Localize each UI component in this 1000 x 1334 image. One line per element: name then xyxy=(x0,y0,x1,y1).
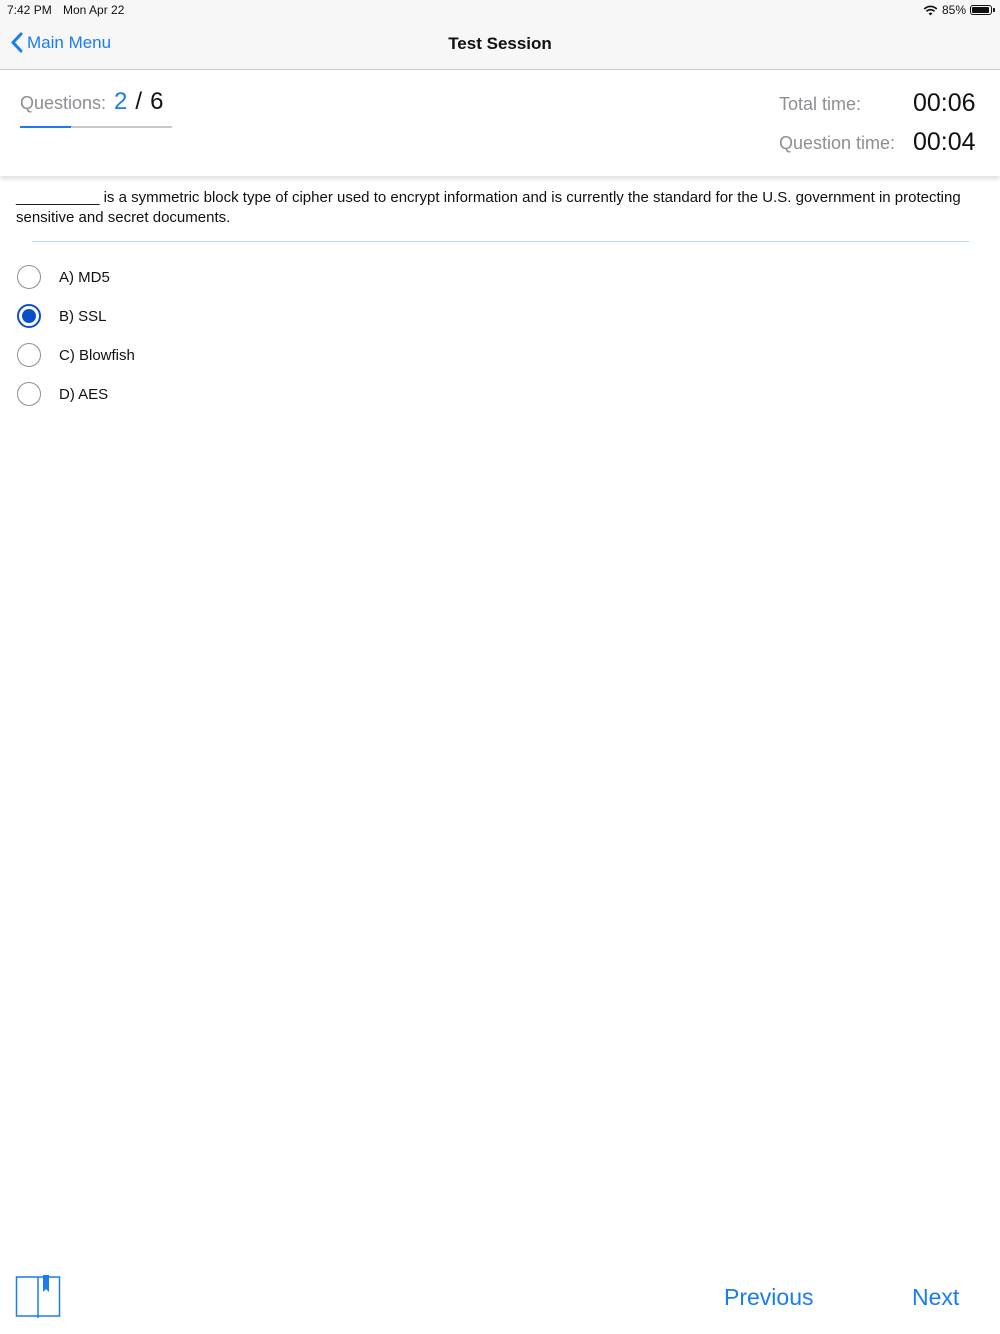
question-progress-bar xyxy=(20,126,172,128)
book-bookmark-icon xyxy=(15,1274,61,1320)
radio-button[interactable] xyxy=(17,382,41,406)
question-divider xyxy=(32,241,969,242)
question-time-label: Question time: xyxy=(779,133,896,153)
current-question-number: 2 xyxy=(114,88,128,115)
total-time-value: 00:06 xyxy=(913,89,976,117)
question-progress-fill xyxy=(20,126,71,128)
status-time: 7:42 PM xyxy=(7,3,52,17)
status-right xyxy=(923,3,992,17)
navigation-bar xyxy=(0,20,1000,70)
answer-option-d[interactable] xyxy=(17,380,108,408)
radio-button[interactable] xyxy=(17,304,41,328)
previous-button[interactable]: Previous xyxy=(724,1284,814,1310)
answer-option-c[interactable] xyxy=(17,341,135,369)
answer-option-label: B) SSL xyxy=(59,307,107,325)
radio-button[interactable] xyxy=(17,265,41,289)
total-time-label: Total time: xyxy=(779,94,862,114)
answer-option-label: C) Blowfish xyxy=(59,346,135,364)
questions-counter xyxy=(20,88,163,116)
session-header xyxy=(0,70,1000,176)
page-title: Test Session xyxy=(448,34,552,53)
answer-option-a[interactable] xyxy=(17,263,110,291)
question-text: __________ is a symmetric block type of cipher used to encrypt information and is currently the standard for the U.S. government in protecting sensitive and secret documents. xyxy=(16,189,961,226)
battery-percent: 85% xyxy=(941,3,966,17)
battery-icon xyxy=(970,5,992,15)
answer-option-label: D) AES xyxy=(59,385,109,403)
status-date: Mon Apr 22 xyxy=(63,3,125,17)
back-button-label: Main Menu xyxy=(27,32,112,52)
bookmark-button[interactable] xyxy=(15,1274,61,1320)
question-time-value: 00:04 xyxy=(913,128,976,156)
total-questions-number: 6 xyxy=(150,88,164,115)
wifi-icon xyxy=(923,5,938,16)
next-button[interactable]: Next xyxy=(912,1284,960,1310)
status-bar xyxy=(0,0,1000,20)
questions-label: Questions: xyxy=(20,93,107,113)
answer-option-label: A) MD5 xyxy=(59,268,110,286)
radio-button[interactable] xyxy=(17,343,41,367)
question-separator: / xyxy=(135,88,143,115)
answer-option-b[interactable] xyxy=(17,302,107,330)
